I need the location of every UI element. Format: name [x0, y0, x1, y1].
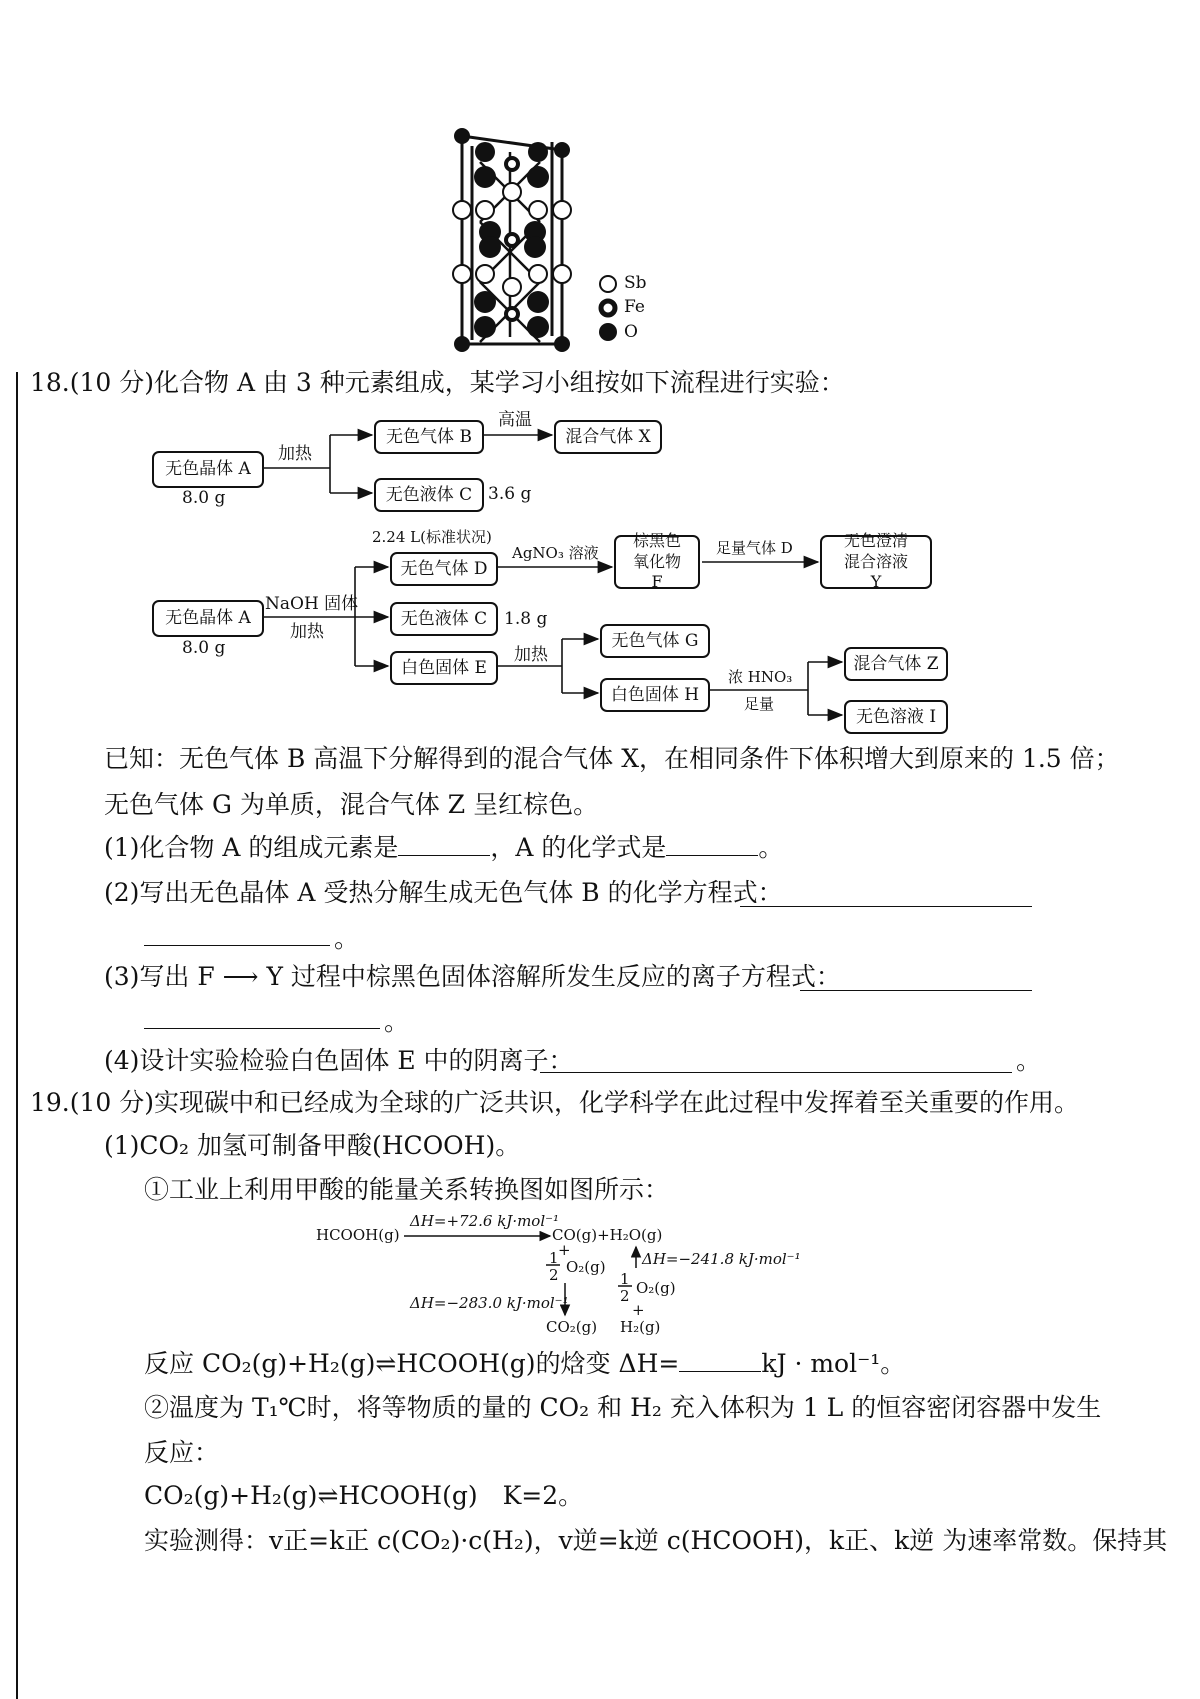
diagram-o2-2: O₂(g) — [636, 1279, 676, 1297]
diagram-half-den-2: 2 — [620, 1287, 630, 1305]
diagram-co2: CO₂(g) — [546, 1318, 598, 1336]
box-gas-b: 无色气体 B — [374, 420, 484, 454]
q18-known-1: 已知：无色气体 B 高温下分解得到的混合气体 X，在相同条件下体积增大到原来的 1.5 倍； — [104, 744, 1120, 773]
label-naoh-solid: NaOH 固体 — [265, 594, 359, 614]
q19-item2-b: 反应： — [144, 1438, 220, 1467]
diagram-plus-1: + — [558, 1241, 571, 1259]
box-solution-y: 无色澄清 混合溶液 Y — [820, 535, 932, 589]
label-heat-1: 加热 — [278, 444, 312, 464]
q18-sub1-a: (1)化合物 A 的组成元素是 — [104, 833, 399, 862]
diagram-plus-2: + — [632, 1301, 645, 1319]
q19-reaction: CO₂(g)+H₂(g)⇌HCOOH(g) K=2。 — [144, 1481, 584, 1510]
legend-fe-label: Fe — [624, 297, 645, 317]
box-gas-d: 无色气体 D — [390, 552, 498, 586]
q18-sub2: (2)写出无色晶体 A 受热分解生成无色气体 B 的化学方程式： — [104, 878, 783, 907]
q19-item2-a: ②温度为 T₁℃时，将等物质的量的 CO₂ 和 H₂ 充入体积为 1 L 的恒容密闭容器中发生 — [144, 1393, 1102, 1422]
box-crystal-a-2: 无色晶体 A — [152, 600, 264, 637]
answer-blank-enthalpy[interactable] — [679, 1371, 761, 1372]
q19-header: 19.(10 分)实现碳中和已经成为全球的广泛共识，化学科学在此过程中发挥着至关重要的作用。 — [30, 1088, 1080, 1117]
label-excess-gas-d: 足量气体 D — [716, 539, 793, 557]
legend-o-label: O — [624, 322, 638, 342]
label-heat-3: 加热 — [514, 645, 548, 665]
q18-sub2-period: 。 — [334, 924, 360, 953]
diagram-half-den-1: 2 — [549, 1266, 559, 1284]
diagram-co-h2o: CO(g)+H₂O(g) — [552, 1226, 663, 1244]
label-heat-2: 加热 — [290, 622, 324, 642]
diagram-dh1: ΔH=+72.6 kJ·mol⁻¹ — [410, 1212, 560, 1230]
q19-measured: 实验测得：v正=k正 c(CO₂)·c(H₂)，v逆=k逆 c(HCOOH)，k正、k逆 为速率常数。保持其 — [144, 1526, 1168, 1555]
box-crystal-a-1: 无色晶体 A — [152, 451, 264, 488]
label-gas-d-volume: 2.24 L(标准状况) — [372, 528, 492, 546]
box-liquid-c-1: 无色液体 C — [374, 478, 484, 512]
diagram-h2: H₂(g) — [620, 1318, 661, 1336]
diagram-o2-1: O₂(g) — [566, 1258, 606, 1276]
diagram-dh3: ΔH=−283.0 kJ·mol⁻¹ — [410, 1294, 569, 1312]
q18-sub4-period: 。 — [1016, 1046, 1042, 1075]
q18-header: 18.(10 分)化合物 A 由 3 种元素组成，某学习小组按如下流程进行实验： — [30, 368, 845, 397]
legend-sb-label: Sb — [624, 273, 647, 293]
box-liquid-c-2: 无色液体 C — [390, 602, 498, 636]
q18-sub1-b: ，A 的化学式是 — [490, 833, 667, 862]
q19-enthalpy-b: kJ · mol⁻¹。 — [761, 1349, 906, 1378]
label-agno3: AgNO₃ 溶液 — [512, 544, 599, 562]
q19-item1: ①工业上利用甲酸的能量关系转换图如图所示： — [144, 1175, 670, 1204]
mass-a-1: 8.0 g — [182, 488, 226, 508]
q18-known-2: 无色气体 G 为单质，混合气体 Z 呈红棕色。 — [104, 790, 599, 819]
q18-sub3: (3)写出 F ⟶ Y 过程中棕黑色固体溶解所发生反应的离子方程式： — [104, 962, 841, 991]
mass-c-2: 1.8 g — [504, 609, 548, 629]
q19-enthalpy — [144, 1351, 905, 1376]
mass-a-2: 8.0 g — [182, 638, 226, 658]
label-conc-hno3: 浓 HNO₃ — [728, 668, 793, 686]
box-solid-e: 白色固体 E — [390, 651, 498, 685]
diagram-hcooh: HCOOH(g) — [316, 1226, 400, 1244]
diagram-dh2: ΔH=−241.8 kJ·mol⁻¹ — [642, 1250, 801, 1268]
q18-sub4: (4)设计实验检验白色固体 E 中的阴离子： — [104, 1046, 574, 1075]
box-solution-i: 无色溶液 I — [844, 700, 948, 734]
q19-enthalpy-a: 反应 CO₂(g)+H₂(g)⇌HCOOH(g)的焓变 ΔH= — [144, 1349, 680, 1378]
box-mixed-gas-x: 混合气体 X — [554, 420, 662, 454]
diagram-half-num-1: 1 — [549, 1249, 559, 1267]
label-high-temp: 高温 — [498, 410, 532, 430]
q18-sub1-c: 。 — [758, 833, 784, 862]
box-solid-h: 白色固体 H — [600, 678, 710, 712]
q18-sub3-period: 。 — [384, 1007, 410, 1036]
q19-sub1: (1)CO₂ 加氢可制备甲酸(HCOOH)。 — [104, 1131, 521, 1160]
box-gas-g: 无色气体 G — [600, 624, 710, 658]
box-oxide-f: 棕黑色 氧化物 F — [614, 535, 700, 589]
label-excess: 足量 — [744, 695, 775, 713]
mass-c-1: 3.6 g — [488, 484, 532, 504]
box-mixed-gas-z: 混合气体 Z — [844, 647, 948, 681]
diagram-half-num-2: 1 — [620, 1270, 630, 1288]
